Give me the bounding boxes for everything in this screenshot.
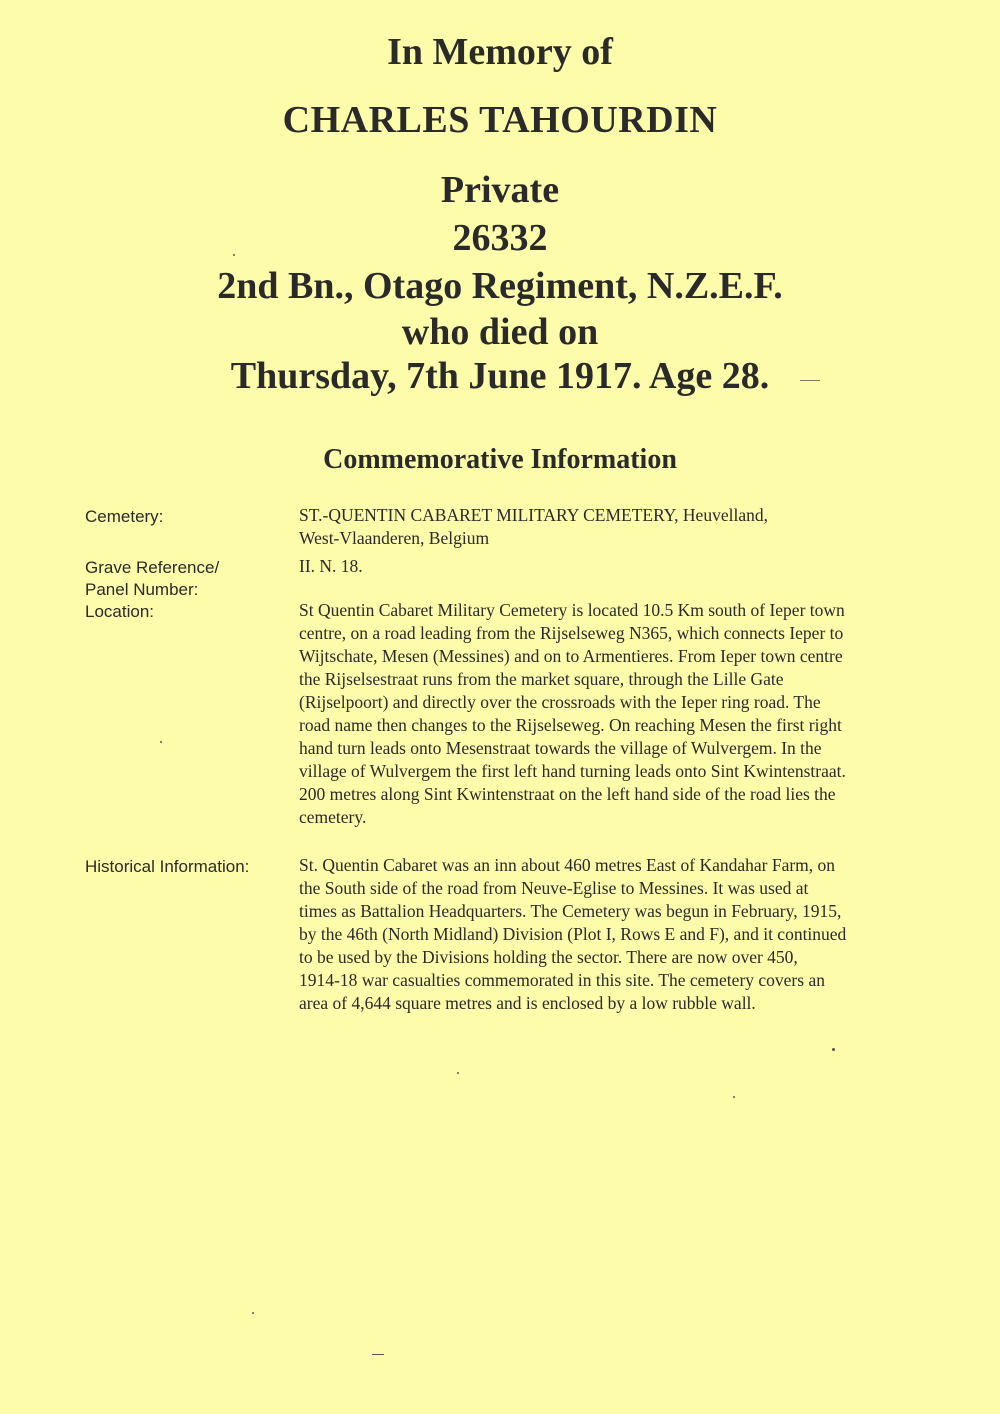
location-line: (Rijselpoort) and directly over the crossroads with the Ieper ring road. The bbox=[299, 692, 821, 712]
historical-information-label: Historical Information: bbox=[85, 857, 250, 876]
historical-line: to be used by the Divisions holding the sector. There are now over 450, bbox=[299, 947, 798, 967]
location-label: Location: bbox=[85, 602, 154, 621]
grave-reference-value: II. N. 18. bbox=[299, 556, 363, 576]
historical-line: area of 4,644 square metres and is enclosed by a low rubble wall. bbox=[299, 993, 756, 1013]
historical-line: by the 46th (North Midland) Division (Plot I, Rows E and F), and it continued bbox=[299, 924, 847, 944]
scan-speck bbox=[733, 1096, 735, 1098]
historical-information-value bbox=[299, 854, 939, 1015]
scan-speck bbox=[233, 254, 235, 256]
location-line: road name then changes to the Rijselseweg. On reaching Mesen the first right bbox=[299, 715, 842, 735]
cemetery-line: West-Vlaanderen, Belgium bbox=[299, 528, 490, 548]
location-line: St Quentin Cabaret Military Cemetery is located 10.5 Km south of Ieper town bbox=[299, 600, 845, 620]
location-line: centre, on a road leading from the Rijselseweg N365, which connects Ieper to bbox=[299, 623, 844, 643]
scan-speck bbox=[800, 380, 820, 381]
grave-reference-label bbox=[85, 557, 285, 601]
grave-reference-label-line: Grave Reference/ bbox=[85, 558, 220, 577]
scan-speck bbox=[252, 1312, 254, 1314]
historical-line: times as Battalion Headquarters. The Cemetery was begun in February, 1915, bbox=[299, 901, 842, 921]
soldier-rank: Private bbox=[440, 169, 560, 211]
location-line: the Rijselsestraat runs from the market square, through the Lille Gate bbox=[299, 669, 784, 689]
location-value bbox=[299, 599, 939, 829]
location-line: Wijtschate, Mesen (Messines) and on to Armentieres. From Ieper town centre bbox=[299, 646, 843, 666]
cemetery-label: Cemetery: bbox=[85, 507, 164, 526]
historical-line: St. Quentin Cabaret was an inn about 460 metres East of Kandahar Farm, on bbox=[299, 855, 836, 875]
panel-number-label-line: Panel Number: bbox=[85, 580, 199, 599]
cemetery-value bbox=[299, 504, 939, 550]
location-line: hand turn leads onto Mesenstraat towards the village of Wulvergem. In the bbox=[299, 738, 822, 758]
historical-line: 1914-18 war casualties commemorated in this site. The cemetery covers an bbox=[299, 970, 825, 990]
in-memory-of-heading: In Memory of bbox=[387, 31, 613, 73]
scan-speck bbox=[832, 1048, 835, 1051]
date-and-age: Thursday, 7th June 1917. Age 28. bbox=[230, 355, 770, 397]
soldier-unit: 2nd Bn., Otago Regiment, N.Z.E.F. bbox=[217, 265, 783, 307]
scan-speck bbox=[457, 1072, 459, 1074]
location-line: village of Wulvergem the first left hand turning leads onto Sint Kwintenstraat. bbox=[299, 761, 846, 781]
section-title: Commemorative Information bbox=[323, 444, 677, 475]
historical-line: the South side of the road from Neuve-Eglise to Messines. It was used at bbox=[299, 878, 809, 898]
service-number: 26332 bbox=[452, 217, 548, 259]
cemetery-line: ST.-QUENTIN CABARET MILITARY CEMETERY, Heuvelland, bbox=[299, 505, 768, 525]
who-died-on-text: who died on bbox=[401, 311, 599, 353]
soldier-name: CHARLES TAHOURDIN bbox=[282, 99, 718, 141]
location-line: 200 metres along Sint Kwintenstraat on the left hand side of the road lies the bbox=[299, 784, 836, 804]
scan-speck bbox=[372, 1354, 384, 1355]
scan-speck bbox=[160, 741, 162, 743]
location-line: cemetery. bbox=[299, 807, 367, 827]
